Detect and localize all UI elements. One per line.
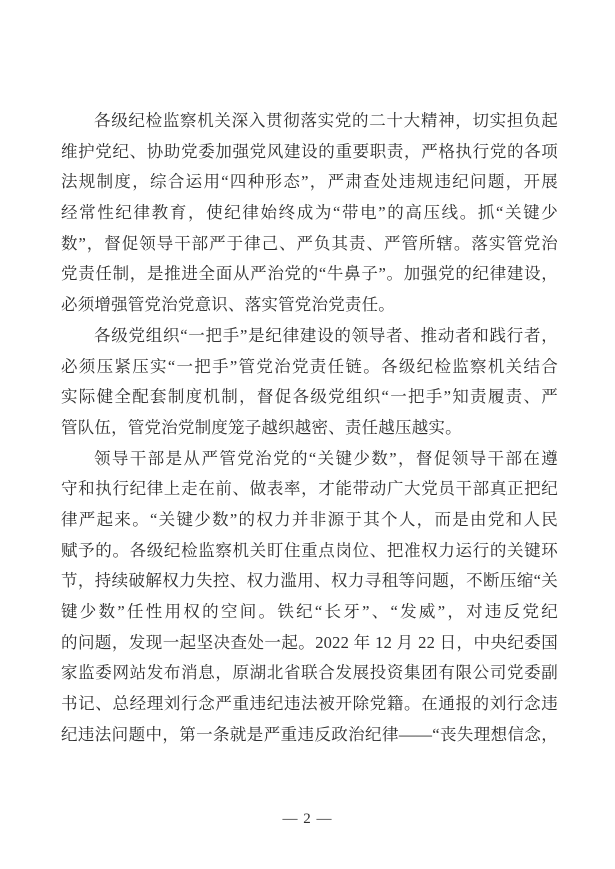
text-line: 键少数”任性用权的空间。铁纪“长牙”、“发威”，对违反党纪 xyxy=(61,602,558,621)
text-line: 维护党纪、协助党委加强党风建设的重要职责，严格执行党的各项 xyxy=(61,141,558,161)
text-line: 赋予的。各级纪检监察机关盯住重点岗位、把准权力运行的关键环 xyxy=(61,540,558,560)
document-body xyxy=(61,106,558,750)
text-line: 必须增强管党治党意识、落实管党治党责任。 xyxy=(61,295,395,315)
text-line: 领导干部是从严管党治党的“关键少数”，督促领导干部在遵 xyxy=(94,448,558,468)
text-line: 家监委网站发布消息，原湖北省联合发展投资集团有限公司党委副 xyxy=(61,663,558,683)
text-line: 的问题，发现一起坚决查处一起。2022 年 12 月 22 日，中央纪委国 xyxy=(61,632,558,652)
paragraph xyxy=(61,106,558,321)
text-line: 各级党组织“一把手”是纪律建设的领导者、推动者和践行者， xyxy=(94,325,558,345)
paragraph xyxy=(61,444,558,751)
paragraph xyxy=(61,321,558,444)
text-line: 必须压紧压实“一把手”管党治党责任链。各级纪检监察机关结合 xyxy=(61,356,558,376)
text-line: 数”，督促领导干部严于律己、严负其责、严管所辖。落实管党治 xyxy=(61,233,558,253)
text-line: 律严起来。“关键少数”的权力并非源于其个人，而是由党和人民 xyxy=(61,509,558,529)
page-footer xyxy=(0,811,615,827)
text-line: 守和执行纪律上走在前、做表率，才能带动广大党员干部真正把纪 xyxy=(61,479,558,499)
text-line: 节，持续破解权力失控、权力滥用、权力寻租等问题，不断压缩“关 xyxy=(61,571,558,591)
text-line: 管队伍，管党治党制度笼子越织越密、责任越压越实。 xyxy=(61,417,462,437)
text-line: 党责任制，是推进全面从严治党的“牛鼻子”。加强党的纪律建设， xyxy=(61,264,558,284)
text-line: 实际健全配套制度机制，督促各级党组织“一把手”知责履责、严 xyxy=(61,387,558,407)
text-line: 纪违法问题中，第一条就是严重违反政治纪律——“丧失理想信念， xyxy=(61,724,558,744)
text-line: 书记、总经理刘行念严重违纪违法被开除党籍。在通报的刘行念违 xyxy=(61,694,558,714)
text-line: 经常性纪律教育，使纪律始终成为“带电”的高压线。抓“关键少 xyxy=(61,203,558,223)
text-line: 法规制度，综合运用“四种形态”，严肃查处违规违纪问题，开展 xyxy=(61,172,558,192)
page-number: — 2 — xyxy=(282,811,333,827)
text-line: 各级纪检监察机关深入贯彻落实党的二十大精神，切实担负起 xyxy=(94,111,558,130)
